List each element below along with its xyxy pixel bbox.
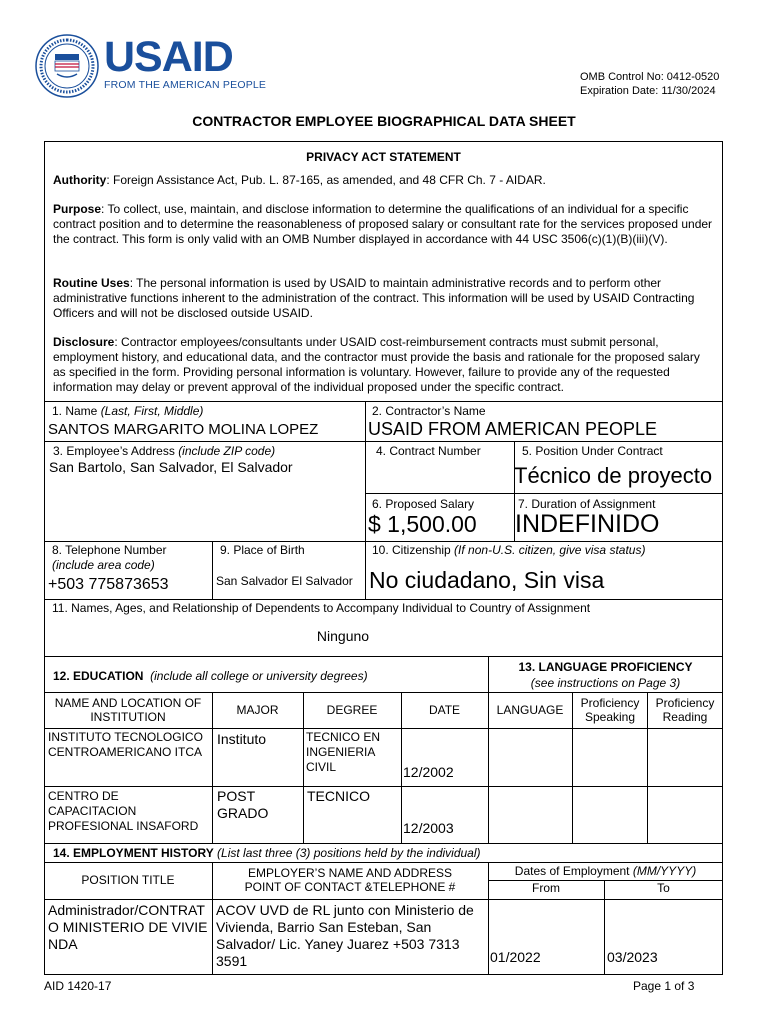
form-title: CONTRACTOR EMPLOYEE BIOGRAPHICAL DATA SHEET: [192, 113, 576, 129]
emp-employer-cell: ACOV UVD de RL junto con Ministerio de Vivienda, Barrio San Esteban, San Salvador/ Lic. Yaney Juarez +503 7313 3591: [216, 902, 474, 969]
routine-uses-paragraph: Routine Uses: The personal information is used by USAID to maintain administrative records and to perform other administrative functions inherent to the administration of the contract. This information will be used by USAID Contracting Officers and will not be disclosed outside USAID.: [53, 276, 695, 320]
disclosure-paragraph: Disclosure: Contractor employees/consultants under USAID cost-reimbursement contracts must submit personal, employment history, and educational data, and the contractor must provide the basis and rationale for the proposed salary as specified in the form. Providing personal information is voluntary. However, failure to provide any of the requested information may delay or prevent approval of the individual proposed under the specific contract.: [53, 335, 700, 394]
dependents-field[interactable]: Ninguno: [316, 628, 370, 644]
contractor-name-field[interactable]: USAID FROM AMERICAN PEOPLE: [368, 419, 658, 439]
col-from: From: [532, 881, 560, 895]
edu-institution-cell: INSTITUTO TECNOLOGICO CENTROAMERICANO ITCA: [48, 730, 203, 759]
col-language: LANGUAGE: [496, 703, 564, 717]
col-position-title: POSITION TITLE: [81, 873, 175, 887]
edu-date-cell: 12/2003: [403, 820, 454, 836]
position-field[interactable]: Técnico de proyecto: [514, 463, 713, 488]
contract-number-label: 4. Contract Number: [376, 444, 481, 458]
edu-major-cell: POST GRADO: [217, 788, 269, 821]
edu-date-cell: 12/2002: [403, 764, 454, 780]
name-field[interactable]: SANTOS MARGARITO MOLINA LOPEZ: [48, 421, 319, 438]
edu-degree-cell: TECNICO EN INGENIERIA CIVIL: [306, 730, 381, 774]
salary-label: 6. Proposed Salary: [372, 497, 475, 511]
birth-place-label: 9. Place of Birth: [220, 543, 305, 557]
col-institution: NAME AND LOCATION OF INSTITUTION: [54, 696, 202, 724]
emp-to-cell: 03/2023: [607, 949, 658, 965]
purpose-paragraph: Purpose: To collect, use, maintain, and disclose information to determine the qualifications of an individual for a specific contract position and to determine the reasonableness of proposed salary or consultant rate for the services proposed under the contract. This form is only valid with an OMB Number displayed in accordance with 44 USC 3506(c)(1)(B)(iii)(V).: [53, 202, 713, 246]
col-dates: Dates of Employment (MM/YYYY): [514, 864, 697, 878]
col-degree: DEGREE: [326, 703, 378, 717]
usaid-seal-icon: [35, 34, 99, 98]
citizenship-field[interactable]: No ciudadano, Sin visa: [369, 567, 605, 593]
edu-degree-cell: TECNICO: [307, 788, 370, 804]
duration-field[interactable]: INDEFINIDO: [515, 510, 660, 538]
logo-tagline: FROM THE AMERICAN PEOPLE: [104, 79, 267, 91]
position-label: 5. Position Under Contract: [522, 444, 663, 458]
col-to: To: [657, 881, 670, 895]
usaid-logo: USAID: [104, 33, 233, 81]
address-field[interactable]: San Bartolo, San Salvador, El Salvador: [49, 459, 293, 475]
expiration-date: Expiration Date: 11/30/2024: [580, 85, 716, 97]
phone-hint: (include area code): [52, 558, 155, 572]
omb-control-number: OMB Control No: 0412-0520: [580, 71, 720, 83]
contractor-name-label: 2. Contractor’s Name: [372, 404, 486, 418]
education-heading: 12. EDUCATION (include all college or university degrees): [53, 669, 368, 683]
duration-label: 7. Duration of Assignment: [518, 497, 656, 511]
col-date: DATE: [428, 703, 461, 717]
edu-major-cell: Instituto: [217, 731, 267, 747]
name-label: 1. Name (Last, First, Middle): [52, 404, 204, 418]
col-speaking: Proficiency Speaking: [580, 696, 640, 724]
address-label: 3. Employee’s Address (include ZIP code): [53, 444, 276, 458]
omb-info: [580, 70, 719, 98]
phone-field[interactable]: +503 775873653: [48, 576, 169, 593]
form-id: AID 1420-17: [44, 979, 112, 993]
col-reading: Proficiency Reading: [655, 696, 715, 724]
edu-institution-cell: CENTRO DE CAPACITACION PROFESIONAL INSAFORD: [48, 789, 199, 833]
citizenship-label: 10. Citizenship (If non-U.S. citizen, give visa status): [372, 543, 646, 557]
emp-from-cell: 01/2022: [490, 949, 541, 965]
privacy-heading: PRIVACY ACT STATEMENT: [306, 150, 461, 164]
employment-heading: 14. EMPLOYMENT HISTORY (List last three (3) positions held by the individual): [53, 846, 481, 860]
page-number: Page 1 of 3: [633, 979, 695, 993]
phone-label: 8. Telephone Number: [52, 543, 167, 557]
dependents-label: 11. Names, Ages, and Relationship of Dependents to Accompany Individual to Country of Assignment: [52, 601, 591, 615]
salary-field[interactable]: $ 1,500.00: [368, 511, 477, 537]
emp-position-cell: Administrador/CONTRATO MINISTERIO DE VIVIENDA: [48, 902, 208, 952]
birth-place-field[interactable]: San Salvador El Salvador: [216, 574, 353, 588]
language-heading: 13. LANGUAGE PROFICIENCY: [518, 660, 693, 674]
col-major: MAJOR: [236, 703, 279, 717]
language-hint: (see instructions on Page 3): [530, 676, 681, 690]
authority-paragraph: Authority: Foreign Assistance Act, Pub. L. 87-165, as amended, and 48 CFR Ch. 7 - AIDAR.: [53, 173, 546, 187]
col-employer: EMPLOYER’S NAME AND ADDRESS POINT OF CONTACT &TELEPHONE #: [244, 866, 456, 894]
